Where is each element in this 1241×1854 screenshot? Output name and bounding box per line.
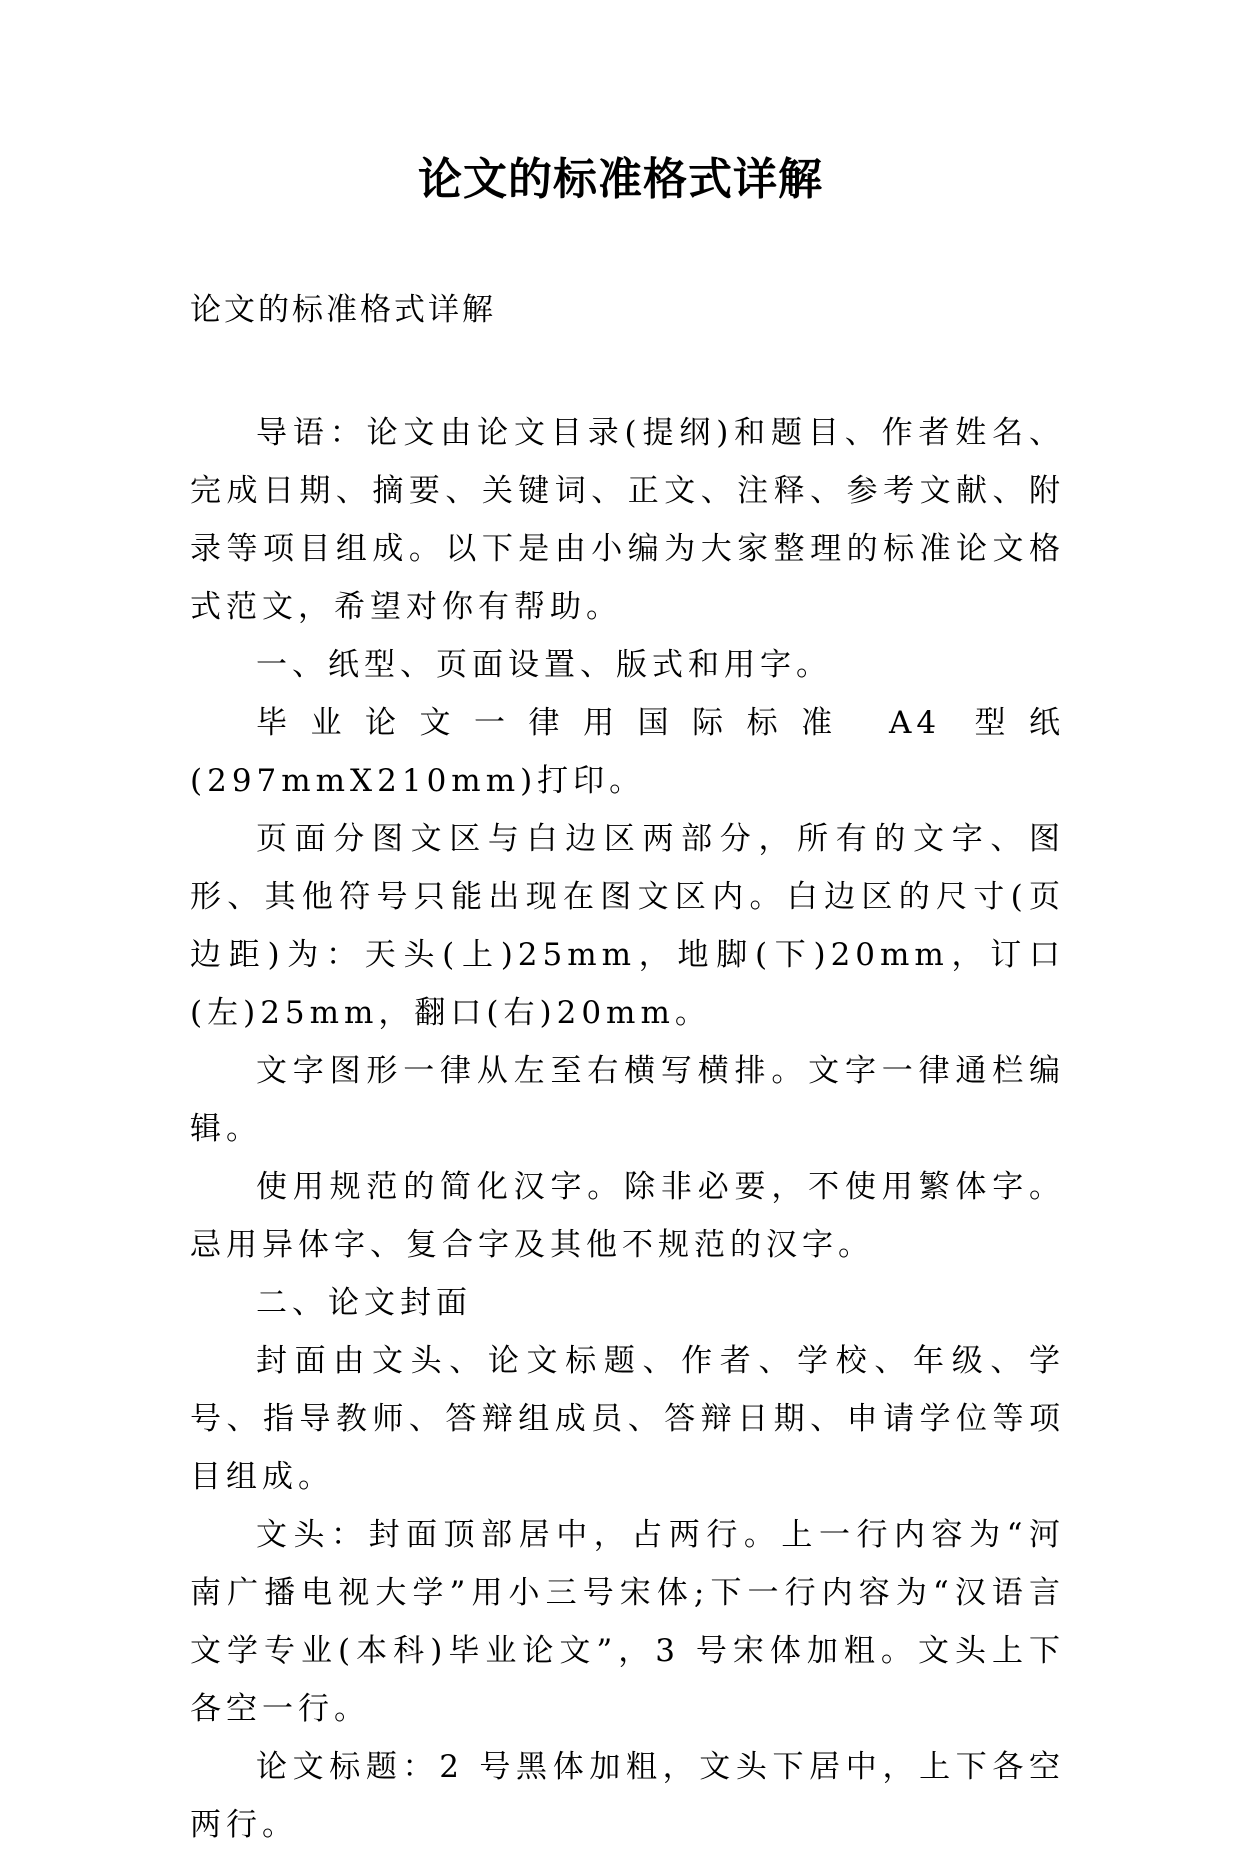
paragraph: 页面分图文区与白边区两部分，所有的文字、图形、其他符号只能出现在图文区内。白边区的尺寸(页边距)为：天头(上)25mm，地脚(下)20mm，订口(左)25mm，翻口(右)20mm。 (190, 821, 1065, 1031)
paragraph: 封面由文头、论文标题、作者、学校、年级、学号、指导教师、答辩组成员、答辩日期、申请学位等项目组成。 (190, 1343, 1065, 1495)
section-heading-1: 一、纸型、页面设置、版式和用字。 (256, 647, 832, 683)
paragraph: 文字图形一律从左至右横写横排。文字一律通栏编辑。 (190, 1053, 1065, 1147)
document-title: 论文的标准格式详解 (418, 154, 823, 205)
paragraph: 论文标题：2 号黑体加粗，文头下居中，上下各空两行。 (190, 1749, 1065, 1843)
paragraph: 使用规范的简化汉字。除非必要，不使用繁体字。忌用异体字、复合字及其他不规范的汉字。 (190, 1169, 1065, 1263)
paragraph: 毕业论文一律用国际标准 A4 型纸(297mmX210mm)打印。 (190, 705, 1065, 799)
document-subtitle: 论文的标准格式详解 (190, 292, 496, 328)
section-heading-2: 二、论文封面 (256, 1285, 472, 1321)
paragraph: 文头：封面顶部居中，占两行。上一行内容为“河南广播电视大学”用小三号宋体;下一行内容为“汉语言文学专业(本科)毕业论文”，3 号宋体加粗。文头上下各空一行。 (190, 1517, 1065, 1727)
paragraph-intro: 导语：论文由论文目录(提纲)和题目、作者姓名、完成日期、摘要、关键词、正文、注释、参考文献、附录等项目组成。以下是由小编为大家整理的标准论文格式范文，希望对你有帮助。 (190, 415, 1065, 625)
document-body (190, 404, 1065, 1854)
